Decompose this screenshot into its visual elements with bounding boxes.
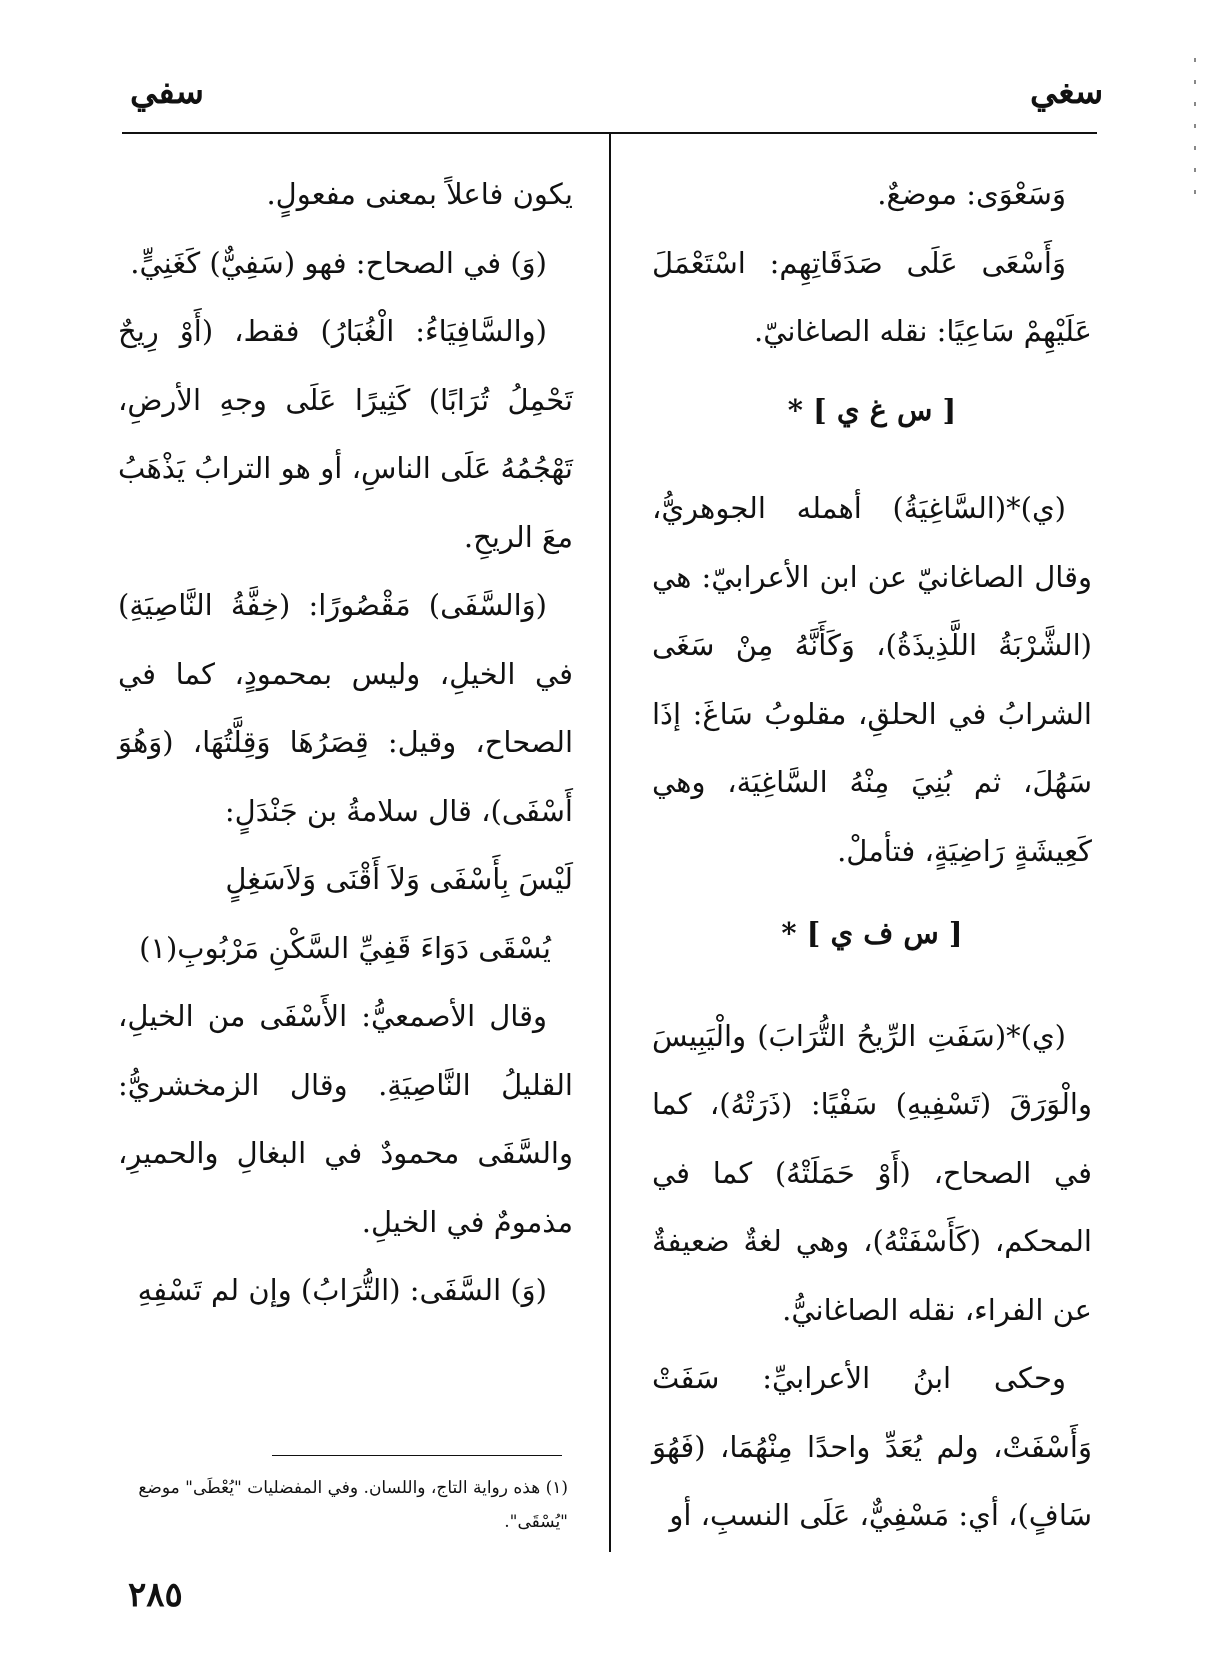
column-divider xyxy=(609,134,611,1552)
paragraph: (وَ) السَّفَى: (التُّرَابُ) وإن لم تَسْفِهِ xyxy=(137,1273,547,1307)
right-column xyxy=(652,160,1092,1550)
header-right-word: سغي xyxy=(1030,72,1104,112)
footnote: (١) هذه رواية التاج، واللسان. وفي المفضليات "يُعْطَى" موضع "يُسْقَى". xyxy=(138,1478,568,1532)
paragraph: (ي)*(سَفَتِ الرِّيحُ التُّرَابَ) والْيَبِيسَ والْوَرَقَ (تَسْفِيهِ) سَفْيًا: (ذَرَتْهُ)، كما في الصحاح، (أَوْ حَمَلَتْهُ) كما في المحكم، (كَأَسْفَتْهُ)، وهي لغةٌ ضعيفةٌ عن الفراء، نقله الصاغانيُّ. xyxy=(652,1018,1092,1327)
left-column xyxy=(118,160,573,1325)
paragraph: (وَالسَّفَى) مَقْصُورًا: (خِفَّةُ النَّاصِيَةِ) في الخيلِ، وليس بمحمودٍ، كما في الصحاح، وقيل: قِصَرُهَا وَقِلَّتُهَا، (وَهُوَ أَسْفَى)، قال سلامةُ بن جَنْدَلٍ: xyxy=(118,588,573,828)
paragraph: (ي)*(السَّاغِيَةُ) أهمله الجوهريُّ، وقال الصاغانيّ عن ابن الأعرابيّ: هي (الشَّرْبَةُ اللَّذِيذَةُ)، وَكَأَنَّهُ مِنْ سَغَى الشرابُ في الحلقِ، مقلوبُ سَاغَ: إذَا سَهُلَ، ثم بُنِيَ مِنْهُ السَّاغِيَة، وهي كَعِيشَةٍ رَاضِيَةٍ، فتأملْ. xyxy=(652,491,1092,868)
paragraph: وَأَسْعَى عَلَى صَدَقَاتِهِم: اسْتَعْمَلَ عَلَيْهِمْ سَاعِيًا: نقله الصاغانيّ. xyxy=(652,245,1092,348)
paragraph: (وَ) في الصحاح: فهو (سَفِيٌّ) كَغَنِيٍّ. xyxy=(130,245,547,280)
entry-heading: [ س ف ي ] * xyxy=(781,916,963,950)
header-left-word: سفي xyxy=(130,72,205,112)
paragraph: وحكى ابنُ الأعرابيِّ: سَفَتْ وَأَسْفَتْ، ولم يُعَدِّ واحدًا مِنْهُمَا، (فَهُوَ سَافٍ)، أي: مَسْفِيٌّ، عَلَى النسبِ، أو xyxy=(652,1361,1092,1532)
paragraph: (والسَّافِيَاءُ: الْغُبَارُ) فقط، (أَوْ رِيحٌ تَحْمِلُ تُرَابًا) كَثِيرًا عَلَى وجهِ الأرضِ، تَهْجُمُهُ عَلَى الناسِ، أو هو الترابُ يَذْهَبُ معَ الريحِ. xyxy=(118,314,573,554)
paragraph: وَسَعْوَى: موضعٌ. xyxy=(877,177,1066,211)
footnote-rule xyxy=(272,1455,562,1456)
page-number: ٢٨٥ xyxy=(128,1575,183,1615)
verse-line: يُسْقَى دَوَاءَ قَفِيِّ السَّكْنِ مَرْبُوبِ(١) xyxy=(139,930,551,965)
entry-heading: [ س غ ي ] * xyxy=(787,392,957,427)
paragraph: يكون فاعلاً بمعنى مفعولٍ. xyxy=(266,177,573,211)
margin-marks xyxy=(1192,40,1198,240)
paragraph: وقال الأصمعيُّ: الأَسْفَى من الخيلِ، القليلُ النَّاصِيَةِ. وقال الزمخشريُّ: والسَّفَى محمودٌ في البغالِ والحميرِ، مذمومٌ في الخيلِ. xyxy=(118,999,573,1239)
verse-line: لَيْسَ بِأَسْفَى وَلاَ أَقْنَى وَلاَسَغِلٍ xyxy=(225,862,573,896)
